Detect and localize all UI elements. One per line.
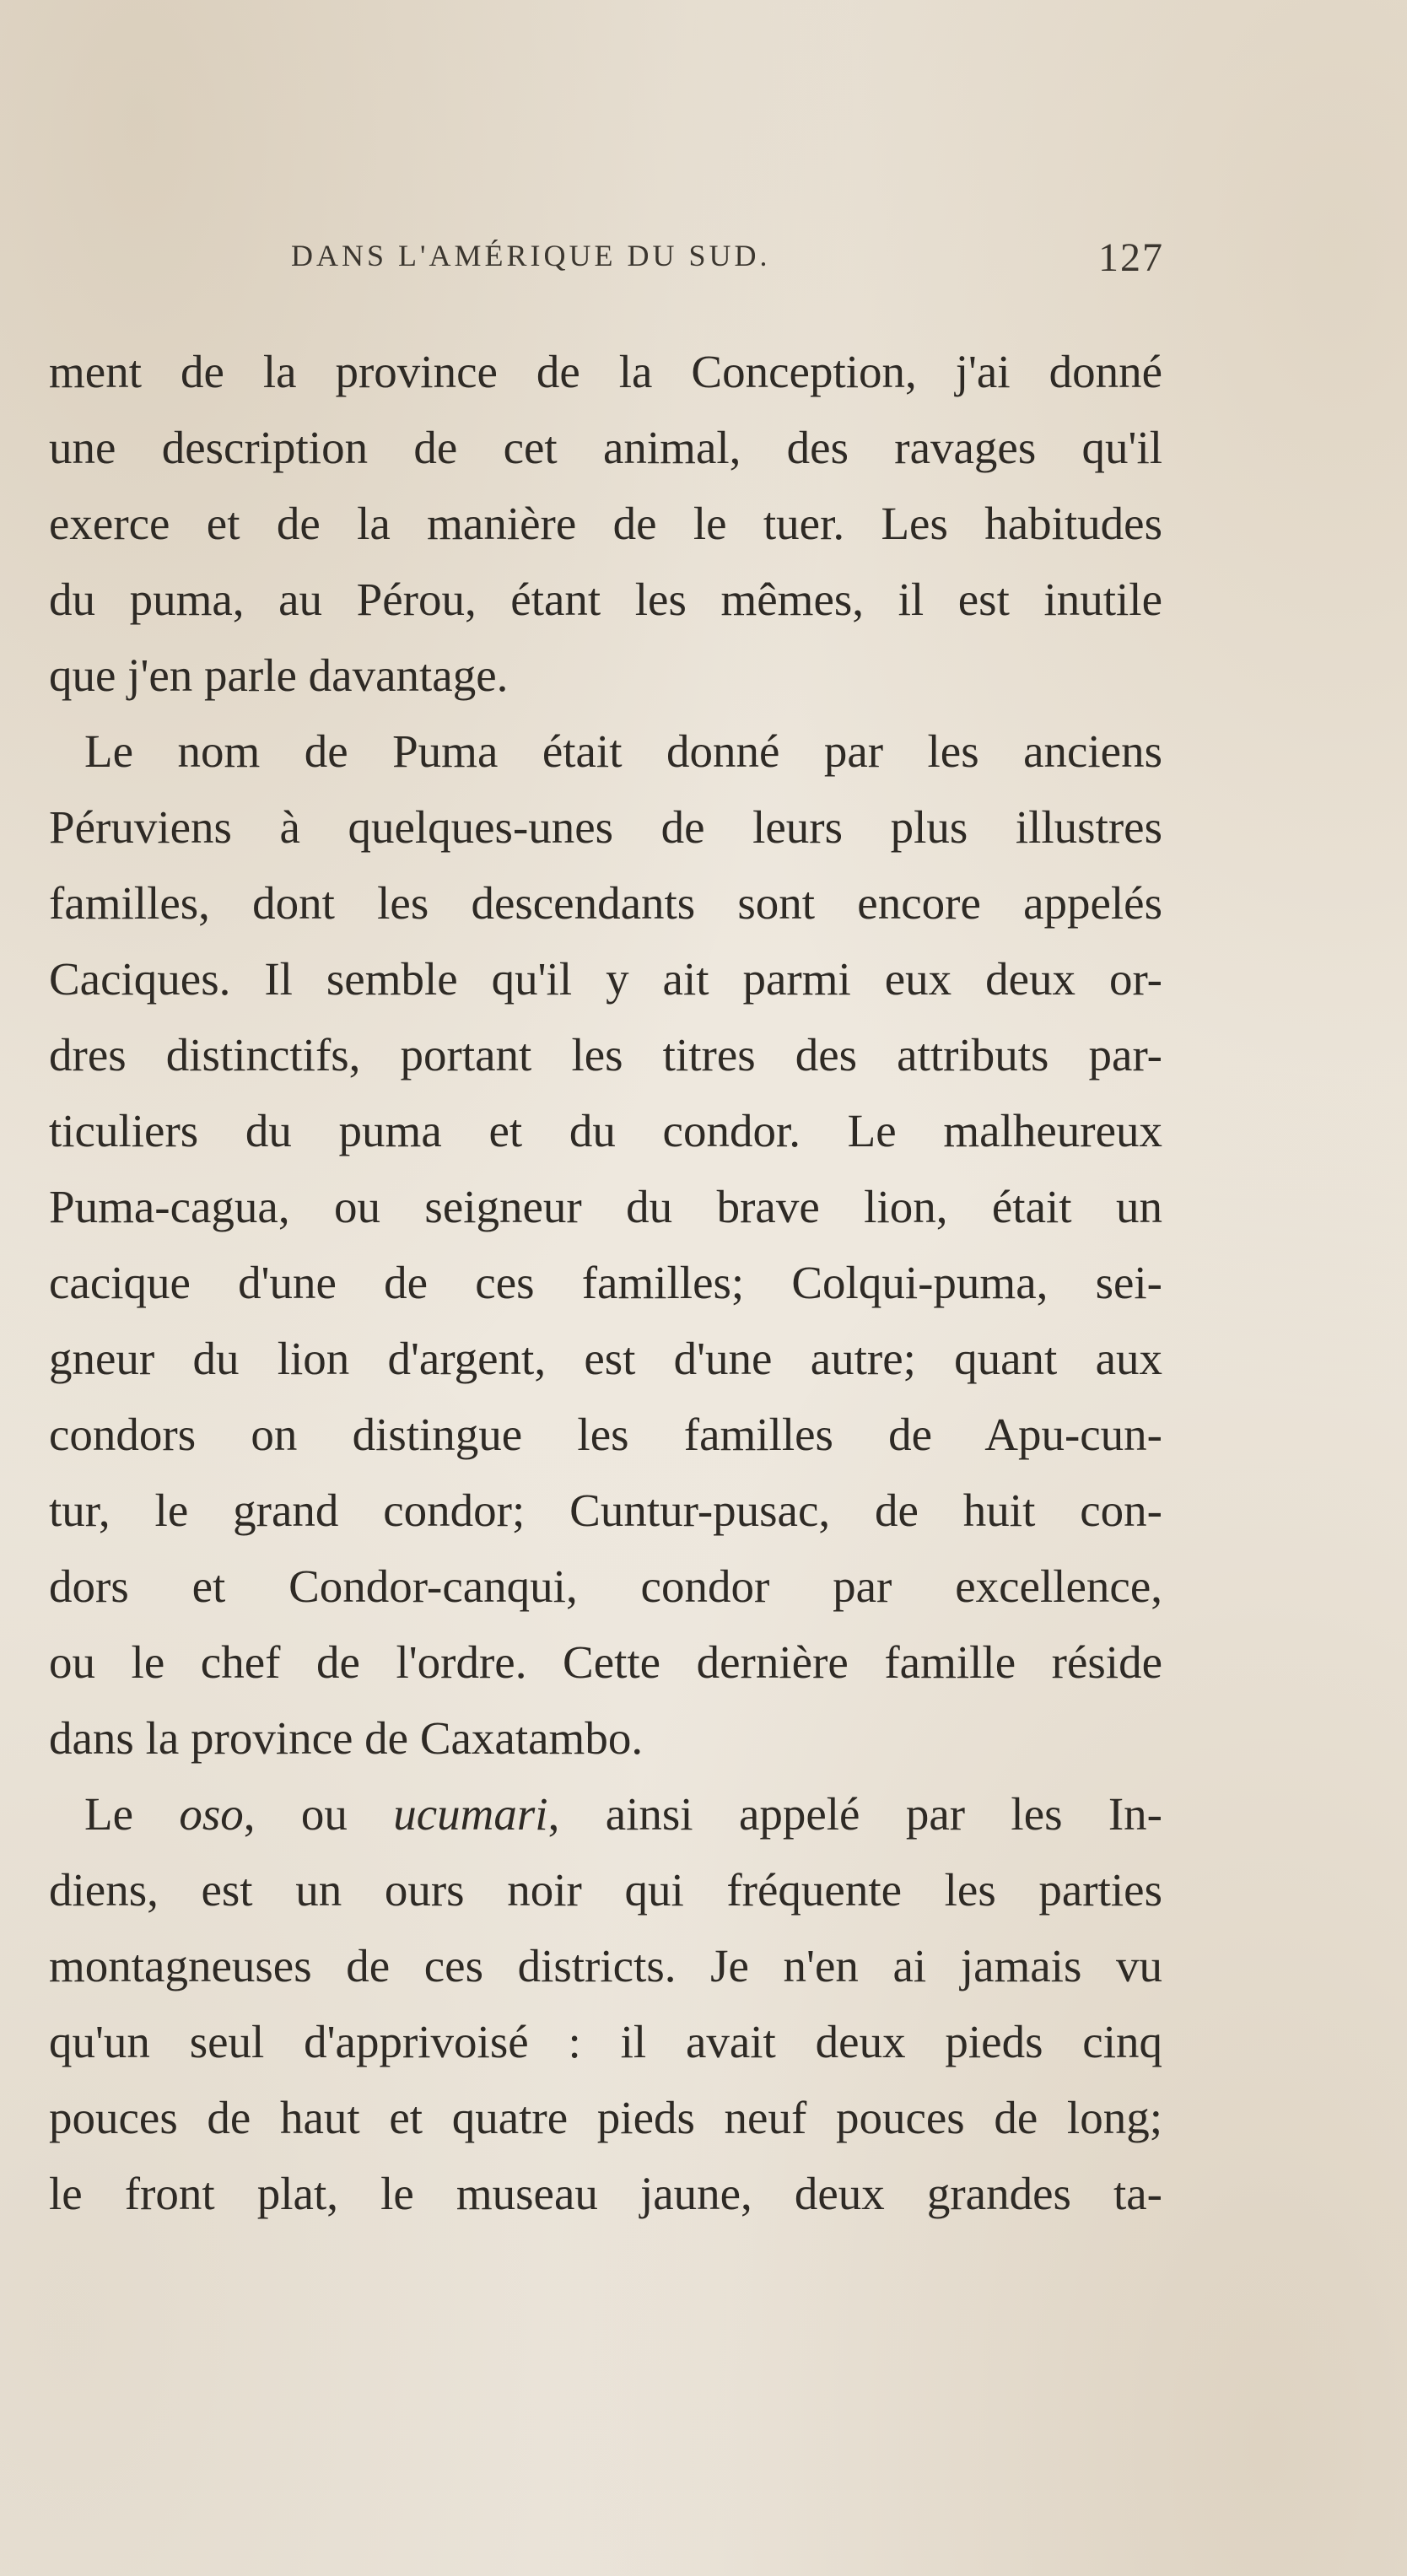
text-line: dors et Condor-canqui, condor par excellence, bbox=[49, 1560, 1162, 1612]
text-line: le front plat, le museau jaune, deux grandes ta- bbox=[49, 2168, 1162, 2219]
text-line: dans la province de Caxatambo. bbox=[49, 1712, 644, 1764]
text-line: ment de la province de la Conception, j'ai donné bbox=[49, 346, 1162, 397]
text-line: dres distinctifs, portant les titres des attributs par- bbox=[49, 1029, 1162, 1081]
text-line: du puma, au Pérou, étant les mêmes, il est inutile bbox=[49, 574, 1162, 625]
text-line: ticuliers du puma et du condor. Le malheureux bbox=[49, 1105, 1162, 1156]
running-head-title: DANS L'AMÉRIQUE DU SUD. bbox=[291, 239, 771, 272]
text-segment: , ou bbox=[243, 1788, 394, 1840]
text-line: ou le chef de l'ordre. Cette dernière famille réside bbox=[49, 1636, 1162, 1688]
italic-term-ucumari: ucumari bbox=[393, 1788, 548, 1840]
text-line: une description de cet animal, des ravages qu'il bbox=[49, 422, 1162, 473]
text-line: qu'un seul d'apprivoisé : il avait deux pieds cinq bbox=[49, 2016, 1162, 2067]
text-line: pouces de haut et quatre pieds neuf pouces de long; bbox=[49, 2092, 1162, 2143]
text-line-rich bbox=[49, 1776, 1162, 1852]
text-line: condors on distingue les familles de Apu-cun- bbox=[49, 1409, 1162, 1460]
text-line: que j'en parle davantage. bbox=[49, 649, 509, 701]
text-line: exerce et de la manière de le tuer. Les habitudes bbox=[49, 498, 1162, 549]
body-text bbox=[49, 334, 1162, 2232]
text-line: Caciques. Il semble qu'il y ait parmi eux deux or- bbox=[49, 953, 1162, 1005]
italic-term-oso: oso bbox=[179, 1788, 244, 1840]
text-line: gneur du lion d'argent, est d'une autre; quant aux bbox=[49, 1333, 1162, 1384]
page-number: 127 bbox=[1098, 235, 1164, 280]
text-line: Péruviens à quelques-unes de leurs plus illustres bbox=[49, 801, 1162, 853]
text-segment: Le bbox=[84, 1788, 180, 1840]
running-head bbox=[291, 235, 1164, 288]
text-line: tur, le grand condor; Cuntur-pusac, de huit con- bbox=[49, 1485, 1162, 1536]
text-line: diens, est un ours noir qui fréquente les parties bbox=[49, 1864, 1162, 1916]
text-line: cacique d'une de ces familles; Colqui-puma, sei- bbox=[49, 1257, 1162, 1308]
text-line: Puma-cagua, ou seigneur du brave lion, était un bbox=[49, 1181, 1162, 1232]
text-line: Le nom de Puma était donné par les anciens bbox=[84, 725, 1162, 777]
text-line: familles, dont les descendants sont encore appelés bbox=[49, 877, 1162, 929]
text-line: montagneuses de ces districts. Je n'en ai jamais vu bbox=[49, 1940, 1162, 1991]
text-segment: , ainsi appelé par les In- bbox=[547, 1788, 1162, 1840]
